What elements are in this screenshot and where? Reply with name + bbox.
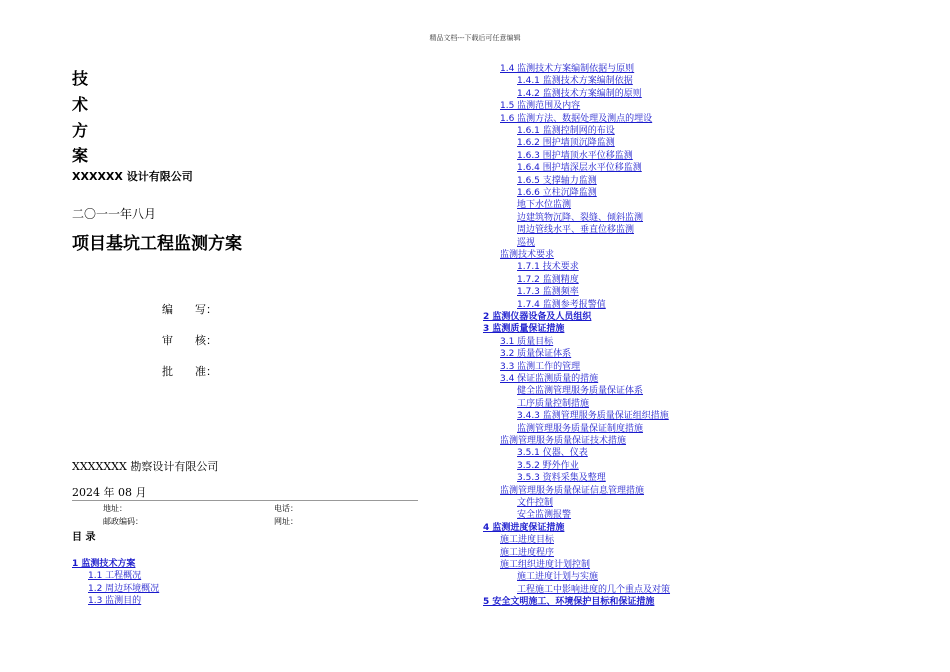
toc-entry[interactable]: 监测管理服务质量保证制度措施 xyxy=(517,423,644,434)
toc-entry[interactable]: 1.4.2 监测技术方案编制的原则 xyxy=(517,88,642,99)
toc-entry[interactable]: 3.5.2 野外作业 xyxy=(517,460,579,471)
toc-entry[interactable]: 边建筑物沉降、裂缝、倾斜监测 xyxy=(517,212,644,223)
toc-entry[interactable]: 3.2 质量保证体系 xyxy=(500,349,572,360)
address-label: 地址： xyxy=(103,504,127,513)
title-char-2: 术 xyxy=(72,95,89,114)
company-name-bottom: XXXXXXX 勘察设计有限公司 xyxy=(72,460,219,473)
reviewer-label: 审 核： xyxy=(162,334,217,347)
postcode-label: 邮政编码： xyxy=(103,517,143,526)
toc-entry[interactable]: 3.5.3 资料采集及整理 xyxy=(517,473,606,484)
toc-entry[interactable]: 3.4 保证监测质量的措施 xyxy=(500,374,599,384)
toc-entry[interactable]: 巡视 xyxy=(517,237,536,248)
divider xyxy=(72,500,418,501)
toc-entry[interactable]: 1.6.2 围护墙顶沉降监测 xyxy=(517,138,615,149)
toc-entry[interactable]: 工程施工中影响进度的几个重点及对策 xyxy=(517,584,671,595)
toc-entry[interactable]: 监测管理服务质量保证信息管理措施 xyxy=(500,485,645,496)
toc-entry[interactable]: 5 安全文明施工、环境保护目标和保证措施 xyxy=(483,597,655,608)
toc-entry[interactable]: 1.6.3 围护墙顶水平位移监测 xyxy=(517,150,633,161)
page-header: 精品文档---下载后可任意编辑 xyxy=(429,34,521,42)
toc-entry[interactable]: 施工进度程序 xyxy=(500,547,555,558)
toc-entry[interactable]: 2 监测仪器设备及人员组织 xyxy=(483,312,592,322)
author-label: 编 写： xyxy=(162,303,217,316)
toc-entry[interactable]: 3 监测质量保证措施 xyxy=(483,324,565,335)
toc-entry[interactable]: 1.6.4 围护墙深层水平位移监测 xyxy=(517,163,642,174)
toc-entry[interactable]: 1.7.3 监测频率 xyxy=(517,287,579,298)
main-title: 项目基坑工程监测方案 xyxy=(72,234,242,254)
phone-label: 电话： xyxy=(274,504,298,513)
toc-entry[interactable]: 1.1 工程概况 xyxy=(88,571,142,582)
toc-entry[interactable]: 工序质量控制措施 xyxy=(517,398,590,409)
toc-entry[interactable]: 1.6.1 监测控制网的布设 xyxy=(517,126,615,136)
toc-entry[interactable]: 1.6.5 支撑轴力监测 xyxy=(517,175,597,186)
approver-label: 批 准： xyxy=(162,365,217,378)
toc-entry[interactable]: 施工进度目标 xyxy=(500,535,555,546)
toc-entry[interactable]: 安全监测报警 xyxy=(517,510,572,521)
toc-entry[interactable]: 3.3 监测工作的管理 xyxy=(500,361,581,372)
title-char-1: 技 xyxy=(72,69,89,88)
website-label: 网址： xyxy=(274,517,298,526)
toc-entry[interactable]: 1.4 监测技术方案编制依据与原则 xyxy=(500,64,635,74)
date-bottom: 2024 年 08 月 xyxy=(72,486,147,499)
toc-entry[interactable]: 地下水位监测 xyxy=(517,200,572,211)
toc-entry[interactable]: 1 监测技术方案 xyxy=(72,559,136,569)
toc-entry[interactable]: 1.4.1 监测技术方案编制依据 xyxy=(517,76,633,87)
toc-entry[interactable]: 3.5.1 仪器、仪表 xyxy=(517,448,588,459)
toc-entry[interactable]: 4 监测进度保证措施 xyxy=(483,522,565,533)
toc-entry[interactable]: 施工组织进度计划控制 xyxy=(500,560,591,570)
toc-entry[interactable]: 周边管线水平、垂直位移监测 xyxy=(517,225,635,236)
toc-entry[interactable]: 1.6.6 立柱沉降监测 xyxy=(517,188,597,198)
document-date: 二〇一一年八月 xyxy=(72,207,157,221)
title-char-4: 案 xyxy=(72,146,89,165)
title-char-3: 方 xyxy=(72,121,89,140)
toc-entry[interactable]: 1.7.2 监测精度 xyxy=(517,274,579,285)
toc-entry[interactable]: 1.7.4 监测参考报警值 xyxy=(517,299,606,310)
toc-entry[interactable]: 1.5 监测范围及内容 xyxy=(500,101,581,112)
toc-entry[interactable]: 3.4.3 监测管理服务质量保证组织措施 xyxy=(517,411,669,422)
toc-heading: 目 录 xyxy=(72,532,96,543)
toc-entry[interactable]: 1.2 周边环境概况 xyxy=(88,583,160,594)
toc-entry[interactable]: 1.6 监测方法、数据处理及测点的埋设 xyxy=(500,113,653,124)
toc-entry[interactable]: 1.3 监测目的 xyxy=(88,596,142,607)
toc-entry[interactable]: 施工进度计划与实施 xyxy=(517,572,599,583)
toc-entry[interactable]: 健全监测管理服务质量保证体系 xyxy=(517,386,644,397)
toc-entry[interactable]: 监测技术要求 xyxy=(500,250,555,260)
company-name-top: XXXXXX 设计有限公司 xyxy=(72,170,193,183)
toc-entry[interactable]: 1.7.1 技术要求 xyxy=(517,262,579,273)
toc-entry[interactable]: 监测管理服务质量保证技术措施 xyxy=(500,436,627,446)
toc-entry[interactable]: 3.1 质量目标 xyxy=(500,336,554,347)
toc-entry[interactable]: 文件控制 xyxy=(517,498,554,508)
